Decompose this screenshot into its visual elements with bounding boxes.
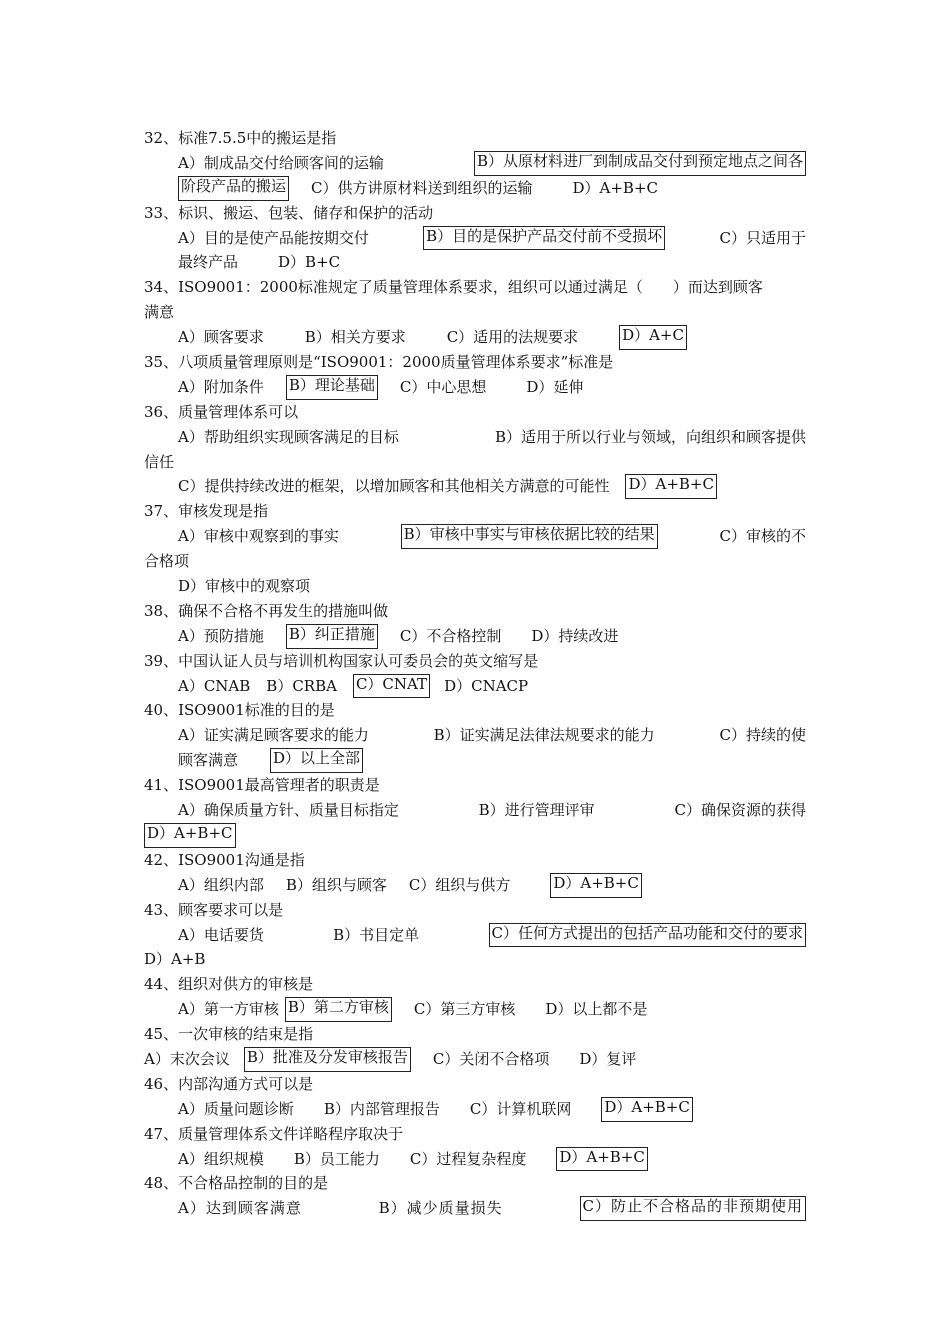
option-a: A）顾客要求 — [178, 328, 264, 347]
question-41: 41、ISO9001最高管理者的职责是 — [144, 776, 380, 795]
option-b: B）适用于所以行业与领域，向组织和顾客提供 — [494, 427, 806, 446]
answer-box: D）A+C — [619, 325, 687, 350]
option-a: A）质量问题诊断 — [178, 1099, 294, 1118]
options-42 — [144, 873, 806, 898]
option-a: A）附加条件 — [178, 377, 264, 396]
option-c: C）只适用于 — [719, 228, 806, 247]
option-c: C）关闭不合格项 — [432, 1049, 550, 1068]
options-40-line2: 顾客满意 D）以上全部 — [144, 748, 806, 773]
option-c: C）审核的不 — [719, 527, 806, 546]
options-43-line2 — [144, 947, 806, 972]
option-b: B）CRBA — [266, 676, 337, 695]
answer-box: D）A+B+C — [601, 1097, 693, 1122]
options-35 — [144, 375, 806, 400]
option-c: C）供方讲原材料送到组织的运输 — [311, 178, 533, 197]
option-c: C）组织与供方 — [408, 875, 511, 894]
option-a: A）达到顾客满意 — [178, 1199, 302, 1218]
option-b: B）员工能力 — [293, 1149, 380, 1168]
option-c: C）计算机联网 — [469, 1099, 572, 1118]
option-b: B）组织与顾客 — [285, 875, 387, 894]
question-33: 33、标识、搬运、包装、储存和保护的活动 — [144, 203, 434, 222]
question-34: 34、ISO9001：2000标准规定了质量管理体系要求，组织可以通过满足（ ）而达到顾客 — [144, 278, 763, 297]
option-a: A）末次会议 — [144, 1049, 230, 1068]
option-a: A）目的是使产品能按期交付 — [178, 228, 369, 247]
question-37: 37、审核发现是指 — [144, 502, 269, 521]
answer-box: D）A+B+C — [550, 873, 642, 898]
option-c: C）中心思想 — [399, 377, 487, 396]
answer-box: B）审核中事实与审核依据比较的结果 — [401, 524, 658, 549]
answer-box: B）目的是保护产品交付前不受损坏 — [423, 226, 665, 251]
option-a: A）预防措施 — [178, 626, 264, 645]
answer-box: B）纠正措施 — [286, 624, 378, 649]
options-32-line1 — [144, 151, 806, 176]
answer-box: D）以上全部 — [270, 748, 363, 773]
question-43: 43、顾客要求可以是 — [144, 900, 284, 919]
question-48: 48、不合格品控制的目的是 — [144, 1174, 329, 1193]
option-c: C）持续的使 — [719, 726, 806, 745]
option-b: B）证实满足法律法规要求的能力 — [433, 726, 655, 745]
answer-box: B）第二方审核 — [285, 997, 392, 1022]
option-b: B）进行管理评审 — [478, 801, 595, 820]
options-46 — [144, 1097, 806, 1122]
option-a: A）证实满足顾客要求的能力 — [178, 726, 369, 745]
option-d: D）审核中的观察项 — [178, 577, 311, 596]
question-46: 46、内部沟通方式可以是 — [144, 1074, 314, 1093]
options-32-line2 — [144, 176, 806, 201]
options-43-line1 — [144, 923, 806, 948]
options-36-line3 — [144, 474, 806, 499]
options-33-line2: 最终产品 D）B+C — [144, 250, 806, 275]
answer-box: C）防止不合格品的非预期使用 — [580, 1196, 806, 1221]
option-c: C）提供持续改进的框架，以增加顾客和其他相关方满意的可能性 — [178, 477, 610, 496]
answer-box: C）CNAT — [353, 674, 430, 699]
options-47 — [144, 1147, 806, 1172]
question-39: 39、中国认证人员与培训机构国家认可委员会的英文缩写是 — [144, 651, 539, 670]
option-d: D）延伸 — [526, 377, 584, 396]
option-d: D）复评 — [579, 1049, 637, 1068]
options-44 — [144, 997, 806, 1022]
option-d: D）以上都不是 — [545, 1000, 648, 1019]
answer-box-cont: 阶段产品的搬运 — [178, 176, 289, 201]
option-a: A）第一方审核 — [178, 1000, 279, 1019]
option-d: D）A+B+C — [572, 178, 658, 197]
question-38: 38、确保不合格不再发生的措施叫做 — [144, 601, 389, 620]
options-37-line1 — [144, 524, 806, 549]
question-47: 47、质量管理体系文件详略程序取决于 — [144, 1124, 404, 1143]
answer-box: B）批准及分发审核报告 — [244, 1047, 411, 1072]
option-a: A）组织内部 — [178, 875, 264, 894]
options-45 — [144, 1047, 806, 1072]
options-36-line1 — [144, 425, 806, 450]
option-b: B）内部管理报告 — [323, 1099, 440, 1118]
option-a: A）CNAB — [178, 676, 251, 695]
answer-box: C）任何方式提出的包括产品功能和交付的要求 — [489, 923, 806, 948]
option-c: C）确保资源的获得 — [674, 801, 806, 820]
question-32: 32、标准7.5.5中的搬运是指 — [144, 129, 337, 147]
question-44: 44、组织对供方的审核是 — [144, 975, 314, 994]
options-37-line3 — [144, 574, 806, 599]
option-d: D）持续改进 — [531, 626, 619, 645]
option-d: D）CNACP — [444, 676, 529, 695]
question-42: 42、ISO9001沟通是指 — [144, 850, 305, 869]
question-35: 35、八项质量管理原则是“ISO9001：2000质量管理体系要求”标准是 — [144, 353, 614, 372]
question-40: 40、ISO9001标准的目的是 — [144, 701, 335, 720]
answer-box: B）从原材料进厂到制成品交付到预定地点之间各 — [474, 151, 806, 176]
option-b: B）减少质量损失 — [378, 1199, 503, 1218]
options-48 — [144, 1196, 806, 1221]
option-a: A）电话要货 — [178, 925, 264, 944]
option-c: C）过程复杂程度 — [409, 1149, 527, 1168]
answer-box: D）A+B+C — [144, 823, 236, 848]
option-c: C）适用的法规要求 — [446, 328, 579, 347]
option-b: B）相关方要求 — [304, 328, 406, 347]
option-b: B）书目定单 — [333, 925, 420, 944]
option-a: A）组织规模 — [178, 1149, 264, 1168]
options-39 — [144, 674, 806, 699]
option-c: C）不合格控制 — [399, 626, 502, 645]
option-a: A）制成品交付给顾客间的运输 — [178, 153, 384, 172]
option-a: A）帮助组织实现顾客满足的目标 — [178, 427, 399, 446]
options-36-line2: 信任 — [144, 452, 175, 471]
options-41-line2 — [144, 823, 806, 848]
answer-box: D）A+B+C — [625, 474, 717, 499]
option-a: A）确保质量方针、质量目标指定 — [178, 801, 399, 820]
option-d: D）A+B — [144, 950, 206, 969]
options-38 — [144, 624, 806, 649]
answer-box: D）A+B+C — [556, 1147, 648, 1172]
answer-box: B）理论基础 — [286, 375, 378, 400]
option-c: C）第三方审核 — [413, 1000, 516, 1019]
option-d: D）B+C — [278, 253, 341, 272]
options-37-line2: 合格项 — [144, 552, 190, 571]
option-a: A）审核中观察到的事实 — [178, 527, 339, 546]
question-34-cont: 满意 — [144, 303, 175, 322]
options-41-line1 — [144, 798, 806, 823]
options-34 — [144, 325, 687, 350]
options-40-line1 — [144, 723, 806, 748]
options-33-line1 — [144, 226, 806, 251]
question-36: 36、质量管理体系可以 — [144, 402, 299, 421]
question-45: 45、一次审核的结束是指 — [144, 1025, 314, 1044]
document-page — [144, 126, 806, 1221]
